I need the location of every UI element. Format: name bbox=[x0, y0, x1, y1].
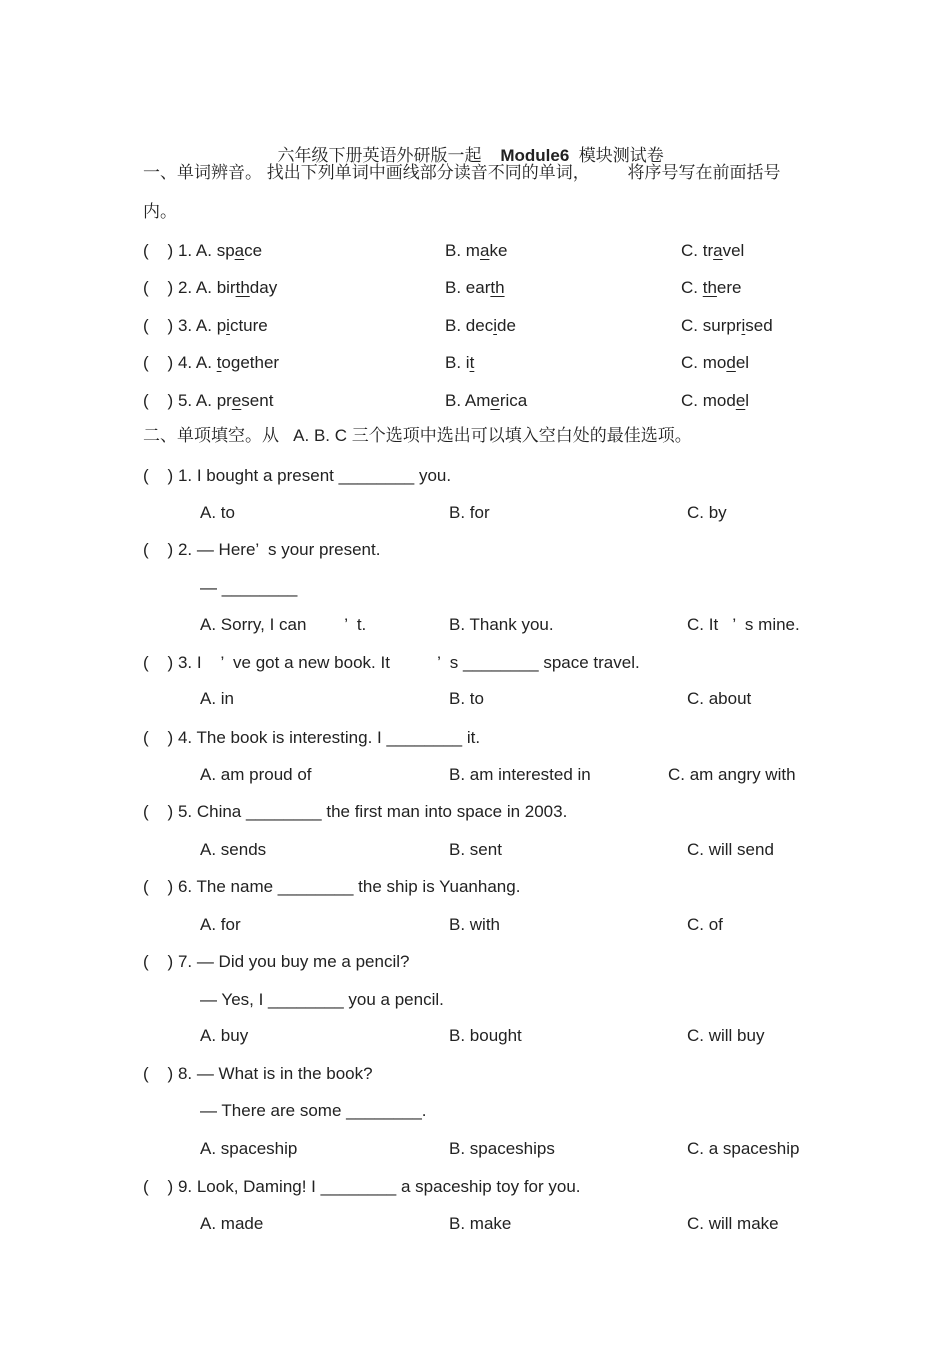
s2-q8-option-c: C. a spaceship bbox=[687, 1139, 800, 1158]
s1-q5-b: B. America bbox=[445, 391, 528, 410]
s2-q9-stem: ( ) 9. Look, Daming! I ________ a spaceship toy for you. bbox=[143, 1177, 581, 1196]
s2-q4-option-a: A. am proud of bbox=[200, 765, 312, 784]
s1-q4-a: ( ) 4. A. together bbox=[143, 353, 280, 372]
s2-q4-stem: ( ) 4. The book is interesting. I ________ it. bbox=[143, 728, 481, 747]
s1-q3-c: C. surprised bbox=[681, 316, 773, 335]
s2-q8-option-b: B. spaceships bbox=[449, 1139, 555, 1158]
s2-q3-option-b: B. to bbox=[449, 689, 484, 708]
s1-q4-c: C. model bbox=[681, 353, 750, 372]
title-cn-suffix: 模块测试卷 bbox=[578, 146, 664, 165]
s2-q4-option-b: B. am interested in bbox=[449, 765, 591, 784]
s2-q6-option-a: A. for bbox=[200, 915, 241, 934]
s2-q7-option-c: C. will buy bbox=[687, 1026, 765, 1045]
section2-instruction: 二、单项填空。从 A. B. C 三个选项中选出可以填入空白处的最佳选项。 bbox=[143, 426, 692, 445]
s1-q2-a: ( ) 2. A. birthday bbox=[143, 278, 278, 297]
s2-q7-option-b: B. bought bbox=[449, 1026, 522, 1045]
s1-q2-c: C. there bbox=[681, 278, 742, 297]
s2-q9-option-c: C. will make bbox=[687, 1214, 779, 1233]
s2-q7-stem: ( ) 7. — Did you buy me a pencil? bbox=[143, 952, 410, 971]
s1-q2-b: B. earth bbox=[445, 278, 505, 297]
s2-q6-stem: ( ) 6. The name ________ the ship is Yuanhang. bbox=[143, 877, 521, 896]
s2-q6-option-b: B. with bbox=[449, 915, 501, 934]
s2-q5-option-a: A. sends bbox=[200, 840, 267, 859]
s2-q1-option-b: B. for bbox=[449, 503, 490, 522]
s2-q2-answer-line: — ________ bbox=[200, 578, 298, 597]
s2-q2-stem: ( ) 2. — Here’ s your present. bbox=[143, 540, 381, 559]
s2-q9-option-b: B. make bbox=[449, 1214, 512, 1233]
s1-q3-b: B. decide bbox=[445, 316, 516, 335]
title-cn-prefix: 六年级下册英语外研版一起 bbox=[277, 146, 482, 165]
s1-q1-b: B. make bbox=[445, 241, 508, 260]
s2-q7-option-a: A. buy bbox=[200, 1026, 249, 1045]
s2-q4-option-c: C. am angry with bbox=[668, 765, 796, 784]
section1-instruction-cont: 内。 bbox=[143, 202, 177, 221]
s2-q8-option-a: A. spaceship bbox=[200, 1139, 298, 1158]
s2-q2-option-c: C. It ’ s mine. bbox=[687, 615, 800, 634]
s2-q9-option-a: A. made bbox=[200, 1214, 264, 1233]
s2-q7-answer-line: — Yes, I ________ you a pencil. bbox=[200, 990, 444, 1009]
s2-q8-answer-line: — There are some ________. bbox=[200, 1101, 427, 1120]
s2-q6-option-c: C. of bbox=[687, 915, 723, 934]
s2-q1-option-c: C. by bbox=[687, 503, 727, 522]
s1-q1-c: C. travel bbox=[681, 241, 745, 260]
s2-q1-option-a: A. to bbox=[200, 503, 235, 522]
s2-q3-option-a: A. in bbox=[200, 689, 235, 708]
s2-q2-option-a: A. Sorry, I can ’ t. bbox=[200, 615, 367, 634]
s2-q5-stem: ( ) 5. China ________ the first man into space in 2003. bbox=[143, 802, 568, 821]
s2-q3-option-c: C. about bbox=[687, 689, 752, 708]
s2-q3-stem: ( ) 3. I ’ ve got a new book. It ’ s ________ space travel. bbox=[143, 653, 640, 672]
title-module: Module6 bbox=[500, 146, 570, 165]
s2-q5-option-c: C. will send bbox=[687, 840, 774, 859]
s1-q1-a: ( ) 1. A. space bbox=[143, 241, 263, 260]
s1-q4-b: B. it bbox=[445, 353, 475, 372]
s1-q3-a: ( ) 3. A. picture bbox=[143, 316, 268, 335]
s2-q8-stem: ( ) 8. — What is in the book? bbox=[143, 1064, 373, 1083]
page-title bbox=[268, 126, 664, 166]
s1-q5-c: C. model bbox=[681, 391, 750, 410]
section1-instruction: 一、单词辨音。 找出下列单词中画线部分读音不同的单词， 将序号写在前面括号 bbox=[143, 163, 781, 182]
s2-q1-stem: ( ) 1. I bought a present ________ you. bbox=[143, 466, 452, 485]
s1-q5-a: ( ) 5. A. present bbox=[143, 391, 274, 410]
s2-q5-option-b: B. sent bbox=[449, 840, 502, 859]
s2-q2-option-b: B. Thank you. bbox=[449, 615, 554, 634]
